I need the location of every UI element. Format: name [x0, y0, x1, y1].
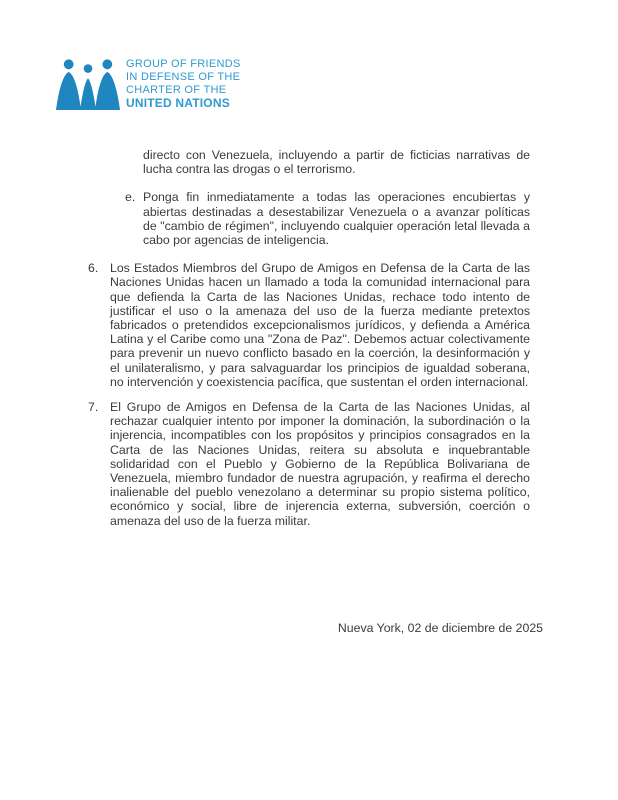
list-item-e-text: Ponga fin inmediatamente a todas las operaciones encubiertas y abiertas destinadas a desestabilizar Venezuela o a avanzar políticas de "cambio de régimen", incluyendo cualquier operación letal llevada a cabo por agencias de inteligencia.: [143, 190, 530, 248]
list-item-7-text: El Grupo de Amigos en Defensa de la Carta de las Naciones Unidas, al rechazar cualquier intento por imponer la dominación, la subordinación o la injerencia, incompatibles con los propósitos y principios consagrados en la Carta de las Naciones Unidas, reitera su absoluta e inquebrantable solidaridad con el Pueblo y Gobierno de la República Bolivariana de Venezuela, miembro fundador de nuestra agrupación, y reafirma el derecho inalienable del pueblo venezolano a determinar su propio sistema político, económico y social, libre de injerencia externa, subversión, coerción o amenaza del uso de la fuerza militar.: [110, 400, 530, 528]
list-item-6-text: Los Estados Miembros del Grupo de Amigos en Defensa de la Carta de las Naciones Unidas hacen un llamado a toda la comunidad internacional para que defienda la Carta de las Naciones Unidas, rechace todo intento de justificar el uso o la amenaza del uso de la fuerza mediante pretextos fabricados o pretendidos excepcionalismos jurídicos, y defienda a América Latina y el Caribe como una "Zona de Paz". Debemos actuar colectivamente para prevenir un nuevo conflicto basado en la coerción, la desinformación y el unilateralismo, y para salvaguardar los principios de igualdad soberana, no intervención y coexistencia pacífica, que sustentan el orden internacional.: [110, 261, 530, 389]
org-logo: [55, 57, 241, 114]
org-logo-line-4: UNITED NATIONS: [126, 96, 230, 110]
list-item-6: [88, 261, 530, 389]
dateline: Nueva York, 02 de diciembre de 2025: [337, 621, 543, 635]
org-logo-line-2: IN DEFENSE OF THE: [126, 71, 241, 83]
list-item-7: [88, 400, 530, 528]
list-item-6-marker: 6.: [88, 261, 99, 276]
org-logo-line-1: GROUP OF FRIENDS: [126, 58, 241, 70]
org-logo-wordmark: [126, 57, 241, 110]
document-body: [88, 148, 530, 542]
paragraph-continuation: directo con Venezuela, incluyendo a partir de ficticias narrativas de lucha contra las drogas o el terrorismo.: [143, 148, 530, 177]
list-item-7-marker: 7.: [88, 400, 99, 415]
list-item-e-marker: e.: [125, 190, 136, 205]
group-of-friends-figures-icon: [55, 57, 121, 114]
list-item-e: [125, 190, 530, 247]
org-logo-line-3: CHARTER OF THE: [126, 84, 227, 96]
